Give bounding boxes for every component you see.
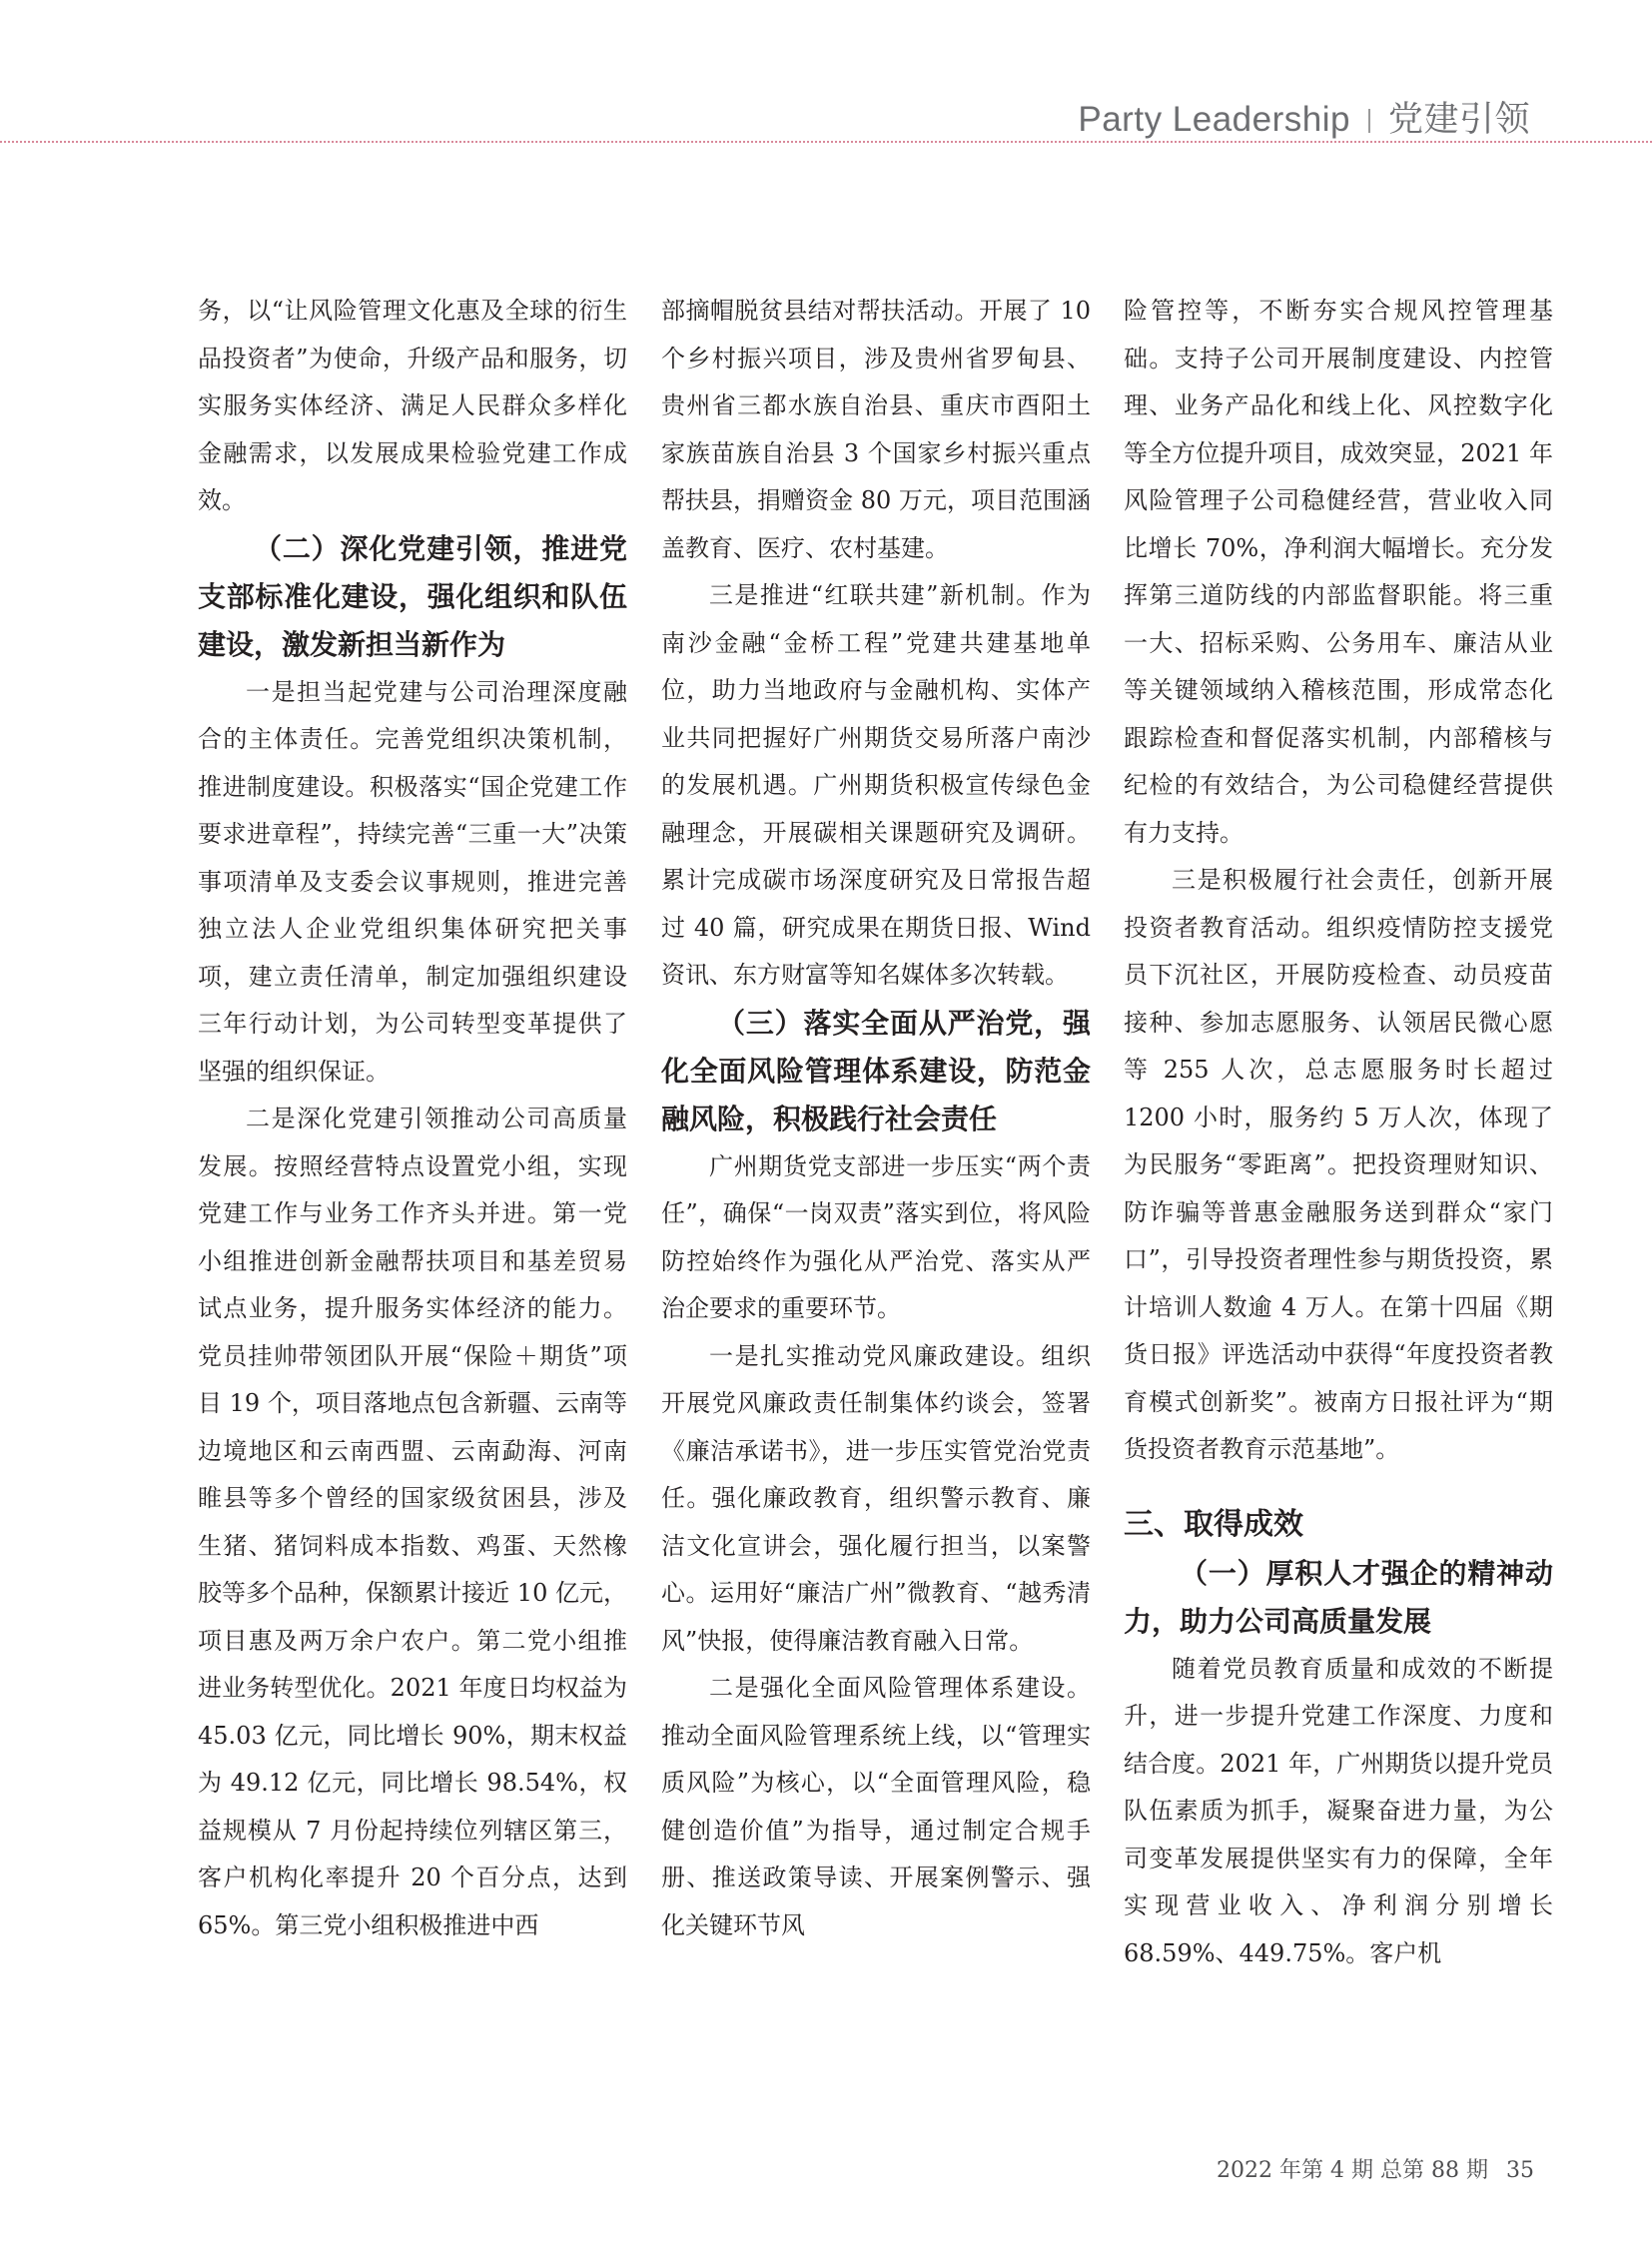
issue-info: 2022 年第 4 期 总第 88 期 xyxy=(1217,2158,1488,2183)
header-english-title: Party Leadership xyxy=(1078,100,1350,139)
paragraph: 部摘帽脱贫县结对帮扶活动。开展了 10 个乡村振兴项目，涉及贵州省罗甸县、贵州省三都水族自治县、重庆市酉阳土家族苗族自治县 3 个国家乡村振兴重点帮扶县，捐赠资金 80 万元，项目范围涵盖教育、医疗、农村基建。 xyxy=(661,297,1091,562)
paragraph: 险管控等，不断夯实合规风控管理基础。支持子公司开展制度建设、内控管理、业务产品化和线上化、风控数字化等全方位提升项目，成效突显，2021 年风险管理子公司稳健经营，营业收入同比增长 70%，净利润大幅增长。充分发挥第三道防线的内部监督职能。将三重一大、招标采购、公务用车、廉洁从业等关键领域纳入稽核范围，形成常态化跟踪检查和督促落实机制，内部稽核与纪检的有效结合，为公司稳健经营提供有力支持。 xyxy=(1124,297,1553,847)
text-column-2 xyxy=(661,288,1091,1949)
paragraph: 二是强化全面风险管理体系建设。推动全面风险管理系统上线，以“管理实质风险”为核心，以“全面管理风险，稳健创造价值”为指导，通过制定合规手册、推送政策导读、开展案例警示、强化关键环节风 xyxy=(661,1674,1091,1939)
text-column-1 xyxy=(198,288,627,1949)
paragraph: 务，以“让风险管理文化惠及全球的衍生品投资者”为使命，升级产品和服务，切实服务实体经济、满足人民群众多样化金融需求，以发展成果检验党建工作成效。 xyxy=(198,297,627,514)
header-chinese-title: 党建引领 xyxy=(1387,100,1530,139)
header-dotted-rule xyxy=(0,141,1652,143)
paragraph: 二是深化党建引领推动公司高质量发展。按照经营特点设置党小组，实现党建工作与业务工作齐头并进。第一党小组推进创新金融帮扶项目和基差贸易试点业务，提升服务实体经济的能力。党员挂帅带领团队开展“保险＋期货”项目 19 个，项目落地点包含新疆、云南等边境地区和云南西盟、云南勐海、河南睢县等多个曾经的国家级贫困县，涉及生猪、猪饲料成本指数、鸡蛋、天然橡胶等多个品种，保额累计接近 10 亿元，项目惠及两万余户农户。第二党小组推进业务转型优化。2021 年度日均权益为 45.03 亿元，同比增长 90%，期末权益为 49.12 亿元，同比增长 98.54%，权益规模从 7 月份起持续位列辖区第三，客户机构化率提升 20 个百分点，达到 65%。第三党小组积极推进中西 xyxy=(198,1105,627,1939)
paragraph: 一是担当起党建与公司治理深度融合的主体责任。完善党组织决策机制，推进制度建设。积极落实“国企党建工作要求进章程”，持续完善“三重一大”决策事项清单及支委会议事规则，推进完善独立法人企业党组织集体研究把关事项，建立责任清单，制定加强组织建设三年行动计划，为公司转型变革提供了坚强的组织保证。 xyxy=(198,677,627,1086)
text-column-3 xyxy=(1124,288,1553,1977)
page-number: 35 xyxy=(1506,2158,1534,2183)
header-divider xyxy=(1368,109,1370,133)
paragraph: 随着党员教育质量和成效的不断提升，进一步提升党建工作深度、力度和结合度。2021 年，广州期货以提升党员队伍素质为抓手，凝聚奋进力量，为公司变革发展提供坚实有力的保障，全年实现营业收入、净利润分别增长 68.59%、449.75%。客户机 xyxy=(1124,1654,1553,1967)
paragraph: 三是推进“红联共建”新机制。作为南沙金融“金桥工程”党建共建基地单位，助力当地政府与金融机构、实体产业共同把握好广州期货交易所落户南沙的发展机遇。广州期货积极宣传绿色金融理念，开展碳相关课题研究及调研。累计完成碳市场深度研究及日常报告超过 40 篇，研究成果在期货日报、Wind 资讯、东方财富等知名媒体多次转载。 xyxy=(661,581,1091,989)
paragraph: 三是积极履行社会责任，创新开展投资者教育活动。组织疫情防控支援党员下沉社区，开展防疫检查、动员疫苗接种、参加志愿服务、认领居民微心愿等 255 人次，总志愿服务时长超过 1200 小时，服务约 5 万人次，体现了为民服务“零距离”。把投资理财知识、防诈骗等普惠金融服务送到群众“家门口”，引导投资者理性参与期货投资，累计培训人数逾 4 万人。在第十四届《期货日报》评选活动中获得“年度投资者教育模式创新奖”。被南方日报社评为“期货投资者教育示范基地”。 xyxy=(1124,866,1553,1463)
section-heading: （二）深化党建引领，推进党支部标准化建设，强化组织和队伍建设，激发新担当新作为 xyxy=(198,531,627,661)
paragraph: 一是扎实推动党风廉政建设。组织开展党风廉政责任制集体约谈会，签署《廉洁承诺书》，进一步压实管党治党责任。强化廉政教育，组织警示教育、廉洁文化宣讲会，强化履行担当，以案警心。运用好“廉洁广州”微教育、“越秀清风”快报，使得廉洁教育融入日常。 xyxy=(661,1341,1091,1655)
part-heading: 三、取得成效 xyxy=(1124,1506,1303,1542)
paragraph: 广州期货党支部进一步压实“两个责任”，确保“一岗双责”落实到位，将风险防控始终作为强化从严治党、落实从严治企要求的重要环节。 xyxy=(661,1151,1091,1322)
page-header xyxy=(0,0,1652,150)
subsection-heading: （一）厚积人才强企的精神动力，助力公司高质量发展 xyxy=(1124,1556,1553,1638)
section-header xyxy=(1078,92,1530,142)
section-heading: （三）落实全面从严治党，强化全面风险管理体系建设，防范金融风险，积极践行社会责任 xyxy=(661,1006,1091,1135)
page-footer xyxy=(1217,2153,1534,2184)
